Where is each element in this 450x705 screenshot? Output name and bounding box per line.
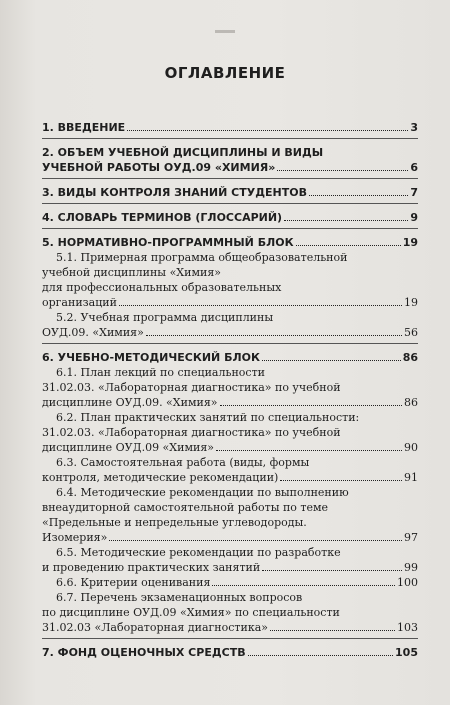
toc-entry-label: 7. ФОНД ОЦЕНОЧНЫХ СРЕДСТВ	[42, 646, 246, 659]
leader-dots	[262, 570, 402, 571]
toc-subentry: 6.2. План практических занятий по специальности: 31.02.03. «Лабораторная диагностика» по учебной дисциплине ОУД.09 «Химия» 90	[42, 411, 418, 454]
toc-entry-page: 105	[395, 646, 418, 659]
toc-entry-page: 3	[410, 121, 418, 134]
toc-entry-label: 4. СЛОВАРЬ ТЕРМИНОВ (ГЛОССАРИЙ)	[42, 211, 283, 224]
toc-section-5	[42, 235, 418, 344]
leader-dots	[262, 360, 401, 361]
leader-dots	[280, 480, 402, 481]
toc-subentry: 6.1. План лекций по специальности 31.02.03. «Лабораторная диагностика» по учебной дисциплине ОУД.09. «Химия» 86	[42, 366, 418, 409]
toc-entry-page: 9	[410, 211, 418, 224]
leader-dots	[296, 245, 401, 246]
toc-section-7	[42, 645, 418, 663]
toc-entry-page: 100	[397, 576, 418, 589]
toc-entry-page: 86	[404, 396, 418, 409]
toc-entry-page: 103	[397, 621, 418, 634]
toc-subentry: 6.4. Методические рекомендации по выполнению внеаудиторной самостоятельной работы по теме «Предельные и непредельные углеводороды. Изомерия» 97	[42, 486, 418, 544]
leader-dots	[119, 305, 402, 306]
toc-subentry: 6.7. Перечень экзаменационных вопросов по дисциплине ОУД.09 «Химия» по специальности 31.02.03 «Лабораторная диагностика» 103	[42, 591, 418, 634]
leader-dots	[284, 220, 408, 221]
toc-section-2	[42, 145, 418, 179]
toc-entry-page: 91	[404, 471, 418, 484]
toc-entry-label: 1. ВВЕДЕНИЕ	[42, 121, 126, 134]
toc-section-3	[42, 185, 418, 204]
toc-section-6	[42, 350, 418, 639]
toc-entry-page: 19	[402, 236, 418, 249]
leader-dots	[127, 130, 408, 131]
toc-entry-label: 3. ВИДЫ КОНТРОЛЯ ЗНАНИЙ СТУДЕНТОВ	[42, 186, 307, 199]
toc-entry-page: 6	[410, 161, 418, 174]
leader-dots	[212, 585, 395, 586]
table-of-contents	[42, 120, 418, 669]
toc-entry-page: 7	[410, 186, 418, 199]
toc-entry-label: УЧЕБНОЙ РАБОТЫ ОУД.09 «ХИМИЯ»	[42, 161, 276, 174]
toc-entry-page: 56	[404, 326, 418, 339]
toc-subentry: 5.2. Учебная программа дисциплины ОУД.09. «Химия» 56	[42, 311, 418, 339]
leader-dots	[309, 195, 408, 196]
toc-entry-page: 86	[402, 351, 418, 364]
toc-entry-label: 2. ОБЪЕМ УЧЕБНОЙ ДИСЦИПЛИНЫ И ВИДЫ	[42, 146, 324, 159]
toc-entry-page: 97	[404, 531, 418, 544]
toc-subentry: 6.3. Самостоятельная работа (виды, формы контроля, методические рекомендации) 91	[42, 456, 418, 484]
toc-entry-page: 19	[404, 296, 418, 309]
toc-entry-label: 5. НОРМАТИВНО-ПРОГРАММНЫЙ БЛОК	[42, 236, 294, 249]
leader-dots	[109, 540, 402, 541]
leader-dots	[277, 170, 408, 171]
leader-dots	[216, 450, 402, 451]
toc-entry-page: 99	[404, 561, 418, 574]
toc-subentry: 6.5. Методические рекомендации по разработке и проведению практических занятий 99	[42, 546, 418, 574]
leader-dots	[248, 655, 393, 656]
leader-dots	[220, 405, 402, 406]
page-title: ОГЛАВЛЕНИЕ	[164, 64, 286, 82]
toc-section-1	[42, 120, 418, 139]
toc-entry-page: 90	[404, 441, 418, 454]
toc-subentry: 5.1. Примерная программа общеобразовательной учебной дисциплины «Химия» для профессиональных образовательных организаций 19	[42, 251, 418, 309]
toc-entry-label: 6. УЧЕБНО-МЕТОДИЧЕСКИЙ БЛОК	[42, 351, 260, 364]
page-header-mark	[215, 30, 235, 33]
leader-dots	[270, 630, 395, 631]
leader-dots	[146, 335, 402, 336]
toc-section-4	[42, 210, 418, 229]
toc-subentry: 6.6. Критерии оценивания 100	[56, 576, 418, 589]
